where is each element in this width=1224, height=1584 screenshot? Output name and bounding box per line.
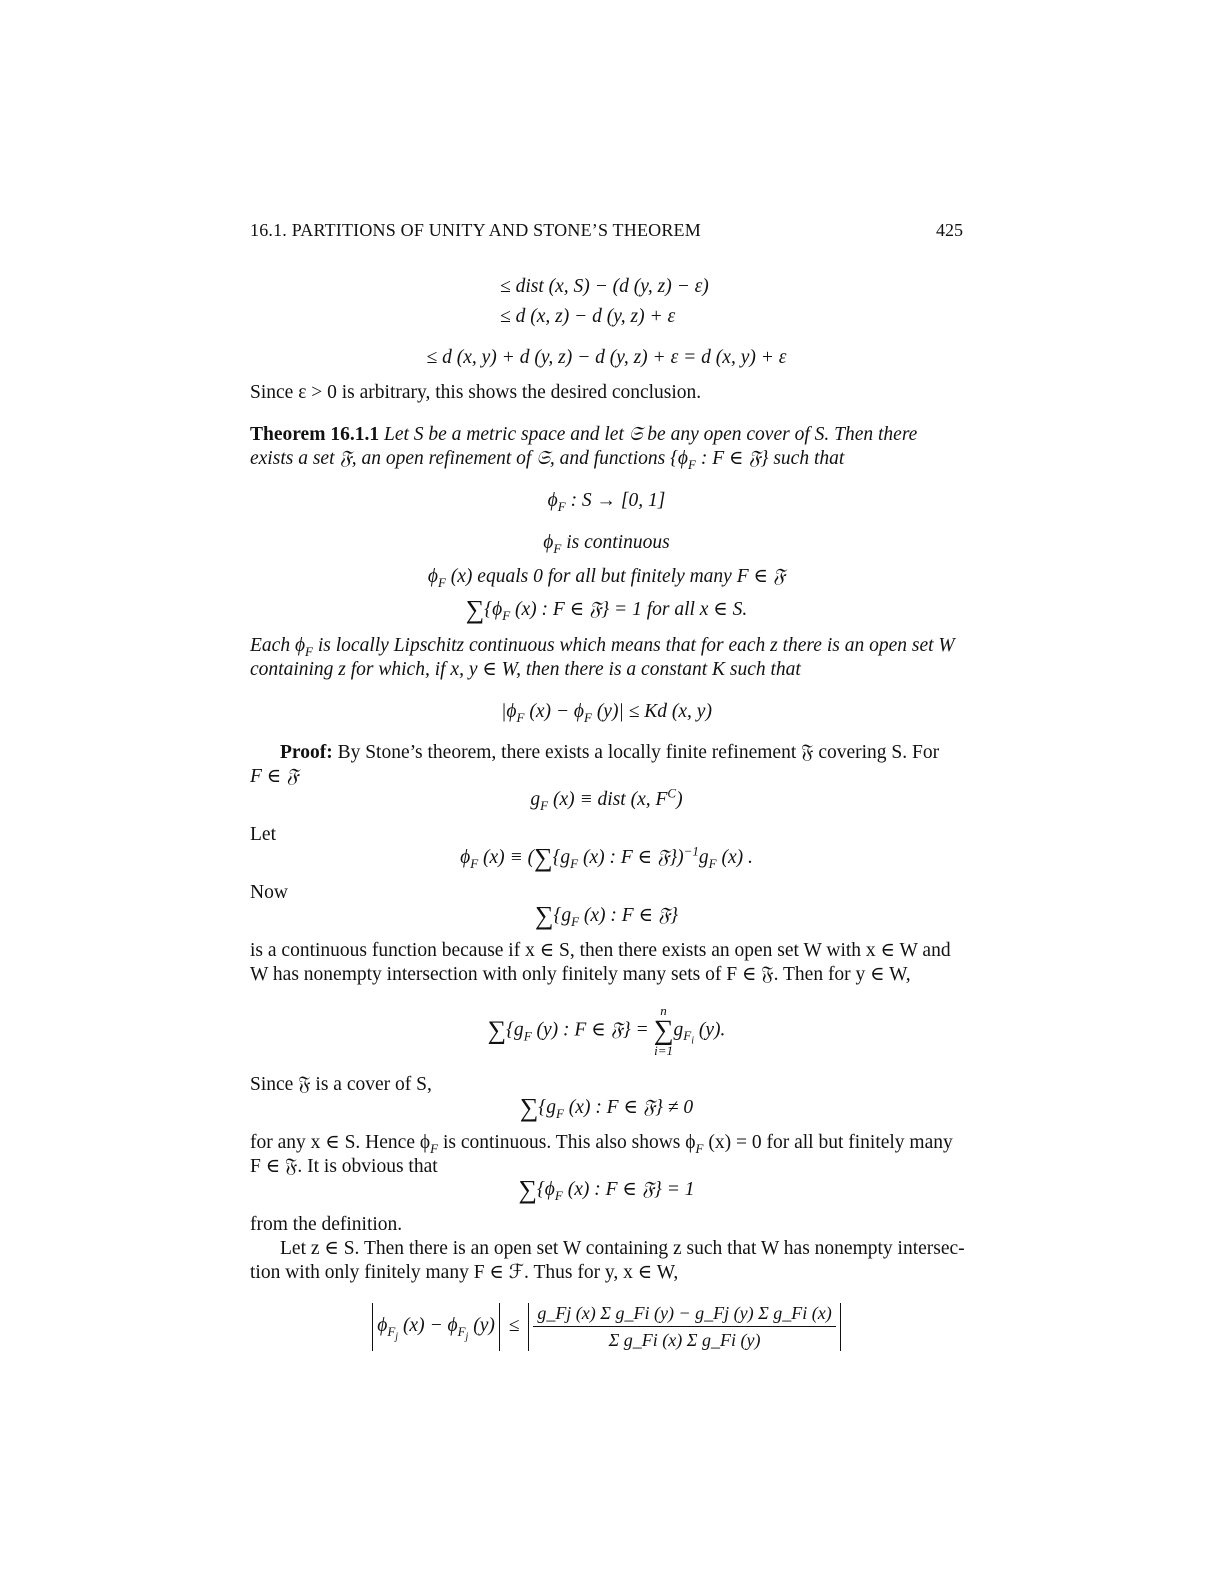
let-z-text-2: tion with only finitely many F ∈ ℱ. Thus for y, x ∈ W, <box>250 1262 679 1283</box>
sum-with-limits: n ∑ i=1 <box>653 1003 674 1058</box>
abs-bar <box>528 1303 529 1351</box>
lipschitz-text-2: containing z for which, if x, y ∈ W, then there is a constant K such that <box>250 659 801 680</box>
theorem-eq-4: $\sum\{\phi_F$ (x) : F ∈ 𝔉} = 1 for all x ∈ S. <box>465 595 748 624</box>
continuity-text-2: W has nonempty intersection with only finitely many sets of F ∈ 𝔉. Then for y ∈ W, <box>250 964 911 985</box>
now-word: Now <box>250 882 288 903</box>
ineq-line-1: ≤ dist (x, S) − (d (y, z) − ε) <box>500 276 709 297</box>
finite-sum-eq: $\sum\{g_F$ (y) : F ∈ 𝔉} = n ∑ i=1 $g_{F_i}$ (y). <box>487 1003 726 1058</box>
theorem-eq-1: $\phi_F$ : S → [0, 1] <box>547 490 666 514</box>
ineq-line-2: ≤ d (x, z) − d (y, z) + ε <box>500 306 676 327</box>
proof-label: Proof: <box>280 742 333 763</box>
conclusion-line: Since ε > 0 is arbitrary, this shows the desired conclusion. <box>250 382 702 403</box>
theorem-line-2: exists a set 𝔉, an open refinement of 𝔖, and functions {$\phi_F$ : F ∈ 𝔉} such that <box>250 448 845 472</box>
from-definition: from the definition. <box>250 1214 403 1235</box>
sum-g-eq: $\sum\{g_F$ (x) : F ∈ 𝔉} <box>534 901 679 930</box>
lipschitz-text-1: Each $\phi_F$ is locally Lipschitz continuous which means that for each z there is an open set W <box>250 635 955 659</box>
final-inequality: $\phi_{F_j}$ $(x) - \phi_{F_j}$ (y) ≤ $\frac{\text{g\_Fj (x) Σ g\_Fi (y) − g\_Fj (y) Σ g\_Fi (x)}}{\text{Σ g\_Fi (x) Σ g\_Fi (y)}}$ <box>250 1300 963 1352</box>
fraction-denominator: Σ g_Fi (x) Σ g_Fi (y) <box>608 1330 761 1351</box>
fraction <box>533 1302 835 1351</box>
continuity-text-1: is a continuous function because if x ∈ S, then there exists an open set W with x ∈ W and <box>250 940 951 961</box>
sum-nonzero-eq: $\sum\{g_F$ (x) : F ∈ 𝔉} ≠ 0 <box>519 1093 694 1122</box>
proof-line-1: Proof: By Stone’s theorem, there exists a locally finite refinement 𝔉 covering S. For <box>280 742 940 763</box>
theorem-eq-2: $\phi_F$ is continuous <box>543 532 670 556</box>
theorem-label: Theorem 16.1.1 <box>250 424 380 445</box>
let-word: Let <box>250 824 276 845</box>
phi-definition: $\phi_F$ $(x) \equiv (\sum\{g_F$ (x) : F ∈ $𝔉\})^{-1}g_F$ (x) . <box>460 843 753 872</box>
proof-line-2: F ∈ 𝔉 <box>250 766 299 787</box>
abs-bar <box>840 1303 841 1351</box>
hence-text-2: F ∈ 𝔉. It is obvious that <box>250 1156 438 1177</box>
cover-text: Since 𝔉 is a cover of S, <box>250 1074 432 1095</box>
abs-bar <box>372 1303 373 1351</box>
lipschitz-eq: $|\phi_F$ $(x) - \phi_F$ (y)| ≤ Kd (x, y) <box>501 701 712 725</box>
abs-bar <box>499 1303 500 1351</box>
hence-text-1: for any x ∈ S. Hence $\phi_F$ is continuous. This also shows $\phi_F$ (x) = 0 for all but finitely many <box>250 1132 953 1156</box>
page-number: 425 <box>936 220 963 240</box>
sum-phi-eq: $\sum\{\phi_F$ (x) : F ∈ 𝔉} = 1 <box>518 1175 695 1204</box>
theorem-eq-3: $\phi_F$ (x) equals 0 for all but finitely many F ∈ 𝔉 <box>427 566 786 590</box>
let-z-text-1: Let z ∈ S. Then there is an open set W containing z such that W has nonempty intersec- <box>280 1238 965 1259</box>
ineq-line-3: ≤ d (x, y) + d (y, z) − d (y, z) + ε = d (x, y) + ε <box>426 347 787 368</box>
page <box>250 0 963 1584</box>
fraction-numerator: g_Fj (x) Σ g_Fi (y) − g_Fj (y) Σ g_Fi (x) <box>533 1302 835 1327</box>
theorem-line-1: Theorem 16.1.1 Let S be a metric space and let 𝔖 be any open cover of S. Then there <box>250 424 918 445</box>
g-definition: $g_F$ (x) ≡ dist (x, $F^C$) <box>530 785 683 813</box>
header-title: 16.1. PARTITIONS OF UNITY AND STONE’S THEOREM <box>250 220 701 240</box>
